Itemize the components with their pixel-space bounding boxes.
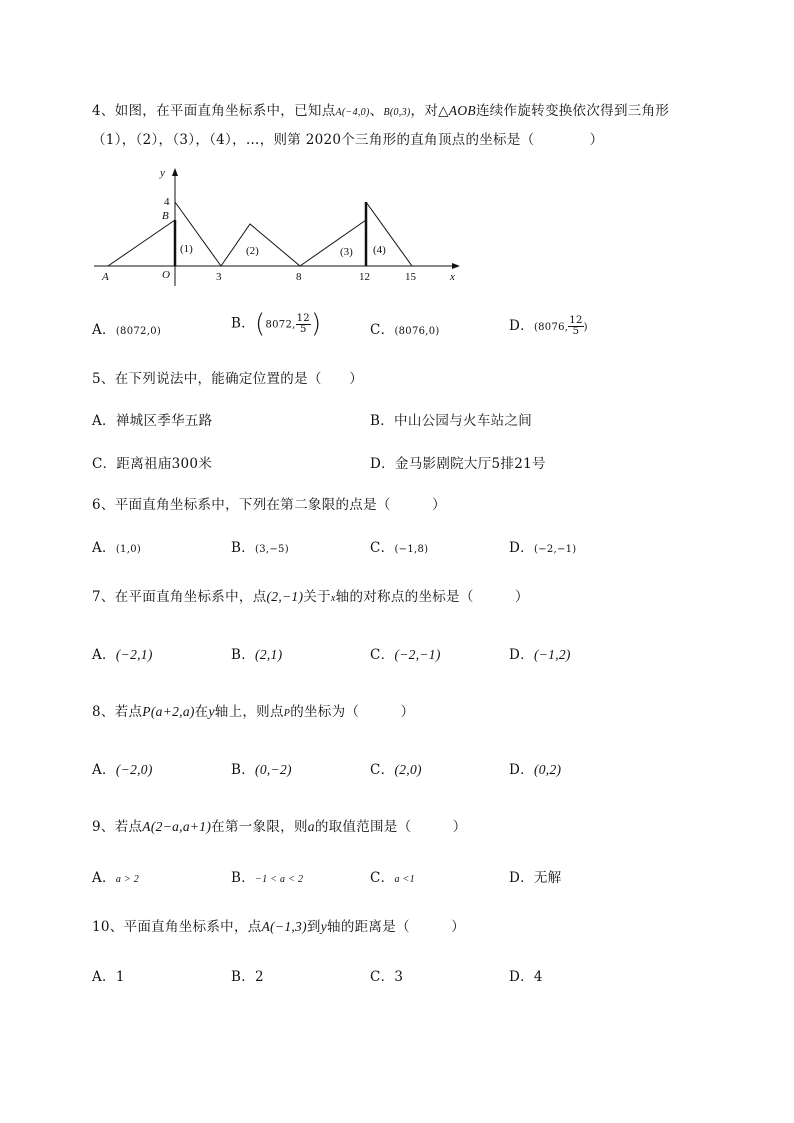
left-paren: ( bbox=[255, 309, 266, 339]
q8-option-b[interactable]: B．(0,−2) bbox=[231, 762, 292, 778]
q7-option-c[interactable]: C．(−2,−1) bbox=[370, 647, 441, 663]
label-b: B bbox=[162, 210, 169, 222]
q6-option-d[interactable]: D．(−2,−1) bbox=[509, 540, 577, 556]
q4-option-c[interactable]: C．(8076,0) bbox=[370, 322, 440, 338]
q4-stem-line2: （1），（2），（3），（4），…，则第 2020个三角形的直角顶点的坐标是（ ） bbox=[92, 132, 604, 148]
coordinate-figure bbox=[94, 164, 466, 286]
q5-option-b[interactable]: B．中山公园与火车站之间 bbox=[370, 413, 533, 429]
q4-option-a[interactable]: A．(8072,0) bbox=[92, 322, 162, 338]
right-paren: ) bbox=[310, 309, 322, 339]
x-axis-arrow bbox=[452, 263, 460, 269]
q5-option-a[interactable]: A．禅城区季华五路 bbox=[92, 413, 213, 429]
y-axis-label: y bbox=[160, 167, 165, 179]
triangle-label-4: (4) bbox=[373, 244, 386, 256]
x-axis-label: x bbox=[450, 271, 455, 283]
label-o: O bbox=[162, 269, 170, 281]
triangle-label-3: (3) bbox=[340, 246, 353, 258]
q9-option-b[interactable]: B．−1 < a < 2 bbox=[231, 870, 304, 886]
q8-option-c[interactable]: C．(2,0) bbox=[370, 762, 422, 778]
q9-option-a[interactable]: A．a > 2 bbox=[92, 870, 140, 886]
tick-4: 4 bbox=[164, 196, 170, 208]
q9-option-d[interactable]: D．无解 bbox=[509, 870, 562, 886]
triangle-3 bbox=[300, 220, 366, 266]
q5-stem: 5、在下列说法中，能确定位置的是（ ） bbox=[92, 371, 364, 387]
q5-option-d[interactable]: D．金马影剧院大厅5排21号 bbox=[370, 456, 546, 472]
q6-option-c[interactable]: C．(−1,8) bbox=[370, 540, 429, 556]
tick-12: 12 bbox=[359, 271, 370, 283]
q4-stem-line1: 4、如图，在平面直角坐标系中，已知点A(−4,0)、B(0,3)，对△AOB连续作旋转变换依次得到三角形 bbox=[92, 103, 670, 119]
q6-option-b[interactable]: B．(3,−5) bbox=[231, 540, 289, 556]
q6-stem: 6、平面直角坐标系中，下列在第二象限的点是（ ） bbox=[92, 497, 446, 513]
triangle-4-hypotenuse bbox=[366, 202, 412, 266]
label-a: A bbox=[102, 271, 109, 283]
q9-stem: 9、若点A(2−a,a+1)在第一象限，则a的取值范围是（ ） bbox=[92, 819, 467, 835]
q8-stem: 8、若点P(a+2,a)在y轴上，则点P的坐标为（ ） bbox=[92, 704, 415, 720]
point-a: A(−4,0) bbox=[335, 107, 370, 118]
q10-stem: 10、平面直角坐标系中，点A(−1,3)到y轴的距离是（ ） bbox=[92, 919, 466, 935]
q7-option-b[interactable]: B．(2,1) bbox=[231, 647, 283, 663]
triangle-label-1: (1) bbox=[180, 243, 193, 255]
point-b: B(0,3) bbox=[383, 107, 411, 118]
q9-option-c[interactable]: C．a <1 bbox=[370, 870, 415, 886]
q5-option-c[interactable]: C．距离祖庙300米 bbox=[92, 456, 213, 472]
q10-option-b[interactable]: B．2 bbox=[231, 969, 264, 985]
triangle-1 bbox=[175, 202, 221, 266]
tick-8: 8 bbox=[296, 271, 302, 283]
triangle-label-2: (2) bbox=[246, 245, 259, 257]
y-axis-arrow bbox=[172, 168, 178, 176]
triangle-aob: △AOB bbox=[438, 103, 476, 118]
q7-stem: 7、在平面直角坐标系中，点(2,−1)关于x轴的对称点的坐标是（ ） bbox=[92, 589, 529, 605]
fraction: $\frac{12}{5}$ bbox=[296, 312, 310, 335]
q7-option-d[interactable]: D．(−1,2) bbox=[509, 647, 571, 663]
q4-option-d[interactable]: D．(8076, $\frac{12}{5}$ ) bbox=[509, 315, 588, 337]
q6-option-a[interactable]: A．(1,0) bbox=[92, 540, 142, 556]
tick-15: 15 bbox=[405, 271, 416, 283]
q8-option-d[interactable]: D．(0,2) bbox=[509, 762, 562, 778]
fraction: $\frac{12}{5}$ bbox=[569, 315, 583, 337]
triangle-2 bbox=[221, 224, 300, 266]
q10-option-a[interactable]: A．1 bbox=[92, 969, 125, 985]
tick-3: 3 bbox=[216, 271, 222, 283]
q8-option-a[interactable]: A．(−2,0) bbox=[92, 762, 153, 778]
triangle-0-hypotenuse bbox=[108, 220, 175, 266]
q10-option-d[interactable]: D．4 bbox=[509, 969, 543, 985]
q10-option-c[interactable]: C．3 bbox=[370, 969, 404, 985]
q7-option-a[interactable]: A．(−2,1) bbox=[92, 647, 153, 663]
q4-option-b[interactable]: B．(8072, $\frac{12}{5}$ ) bbox=[231, 309, 322, 339]
